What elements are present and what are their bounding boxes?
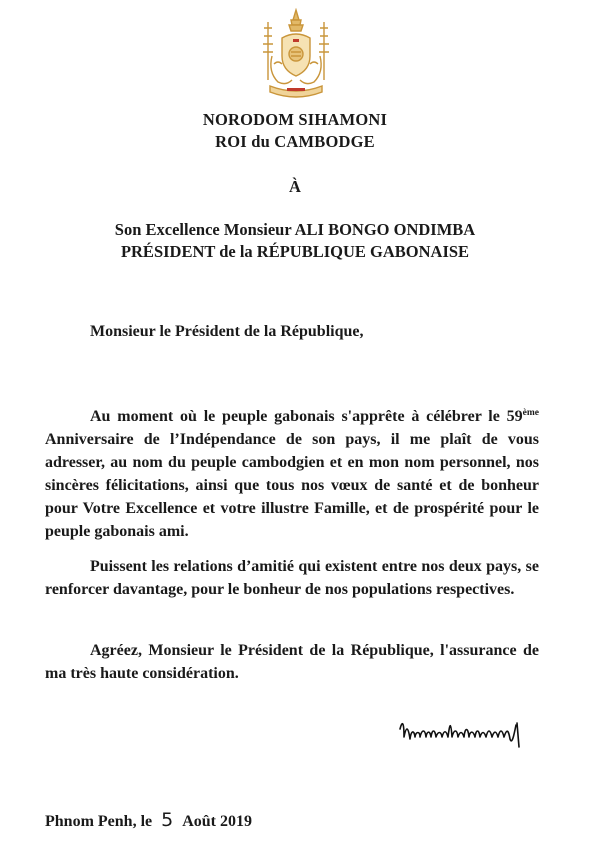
sender-name: NORODOM SIHAMONI [202,110,388,129]
addressee-to: À [289,177,301,196]
dateline [45,809,252,831]
closing-paragraph [45,639,539,685]
body-paragraph-2 [45,555,539,601]
recipient-title: PRÉSIDENT de la RÉPUBLIQUE GABONAISE [120,242,470,261]
salutation: Monsieur le Président de la République, [90,323,364,340]
handwritten-signature [398,717,526,751]
sender-title: ROI du CAMBODGE [215,132,375,151]
body-paragraph-1-start: Au moment où le peuple gabonais s'apprête à célébrer le 59 [90,408,523,425]
closing-paragraph-text: Agréez, Monsieur le Président de la République, l'assurance de ma très haute considération. [45,642,539,682]
dateline-month-year: Août 2019 [182,813,252,830]
body-paragraph-1-rest: Anniversaire de l’Indépendance de son pays, il me plaît de vous adresser, au nom du peuple cambodgien et en mon nom personnel, nos sincères félicitations, ainsi que tous nos vœux de santé et de bonheur pour Votre Excellence et votre illustre Famille, et de prospérité pour le peuple gabonais ami. [45,431,539,540]
recipient-name: Son Excellence Monsieur ALI BONGO ONDIMBA [114,220,476,239]
body-paragraph-1 [45,405,539,543]
ordinal-superscript: ème [522,408,539,418]
dateline-place: Phnom Penh, le [45,813,153,830]
dateline-day: 5 [161,809,174,831]
royal-arms-of-cambodia-icon [258,8,334,100]
body-paragraph-2-text: Puissent les relations d’amitié qui existent entre nos deux pays, se renforcer davantage, pour le bonheur de nos populations respectives. [45,558,539,598]
